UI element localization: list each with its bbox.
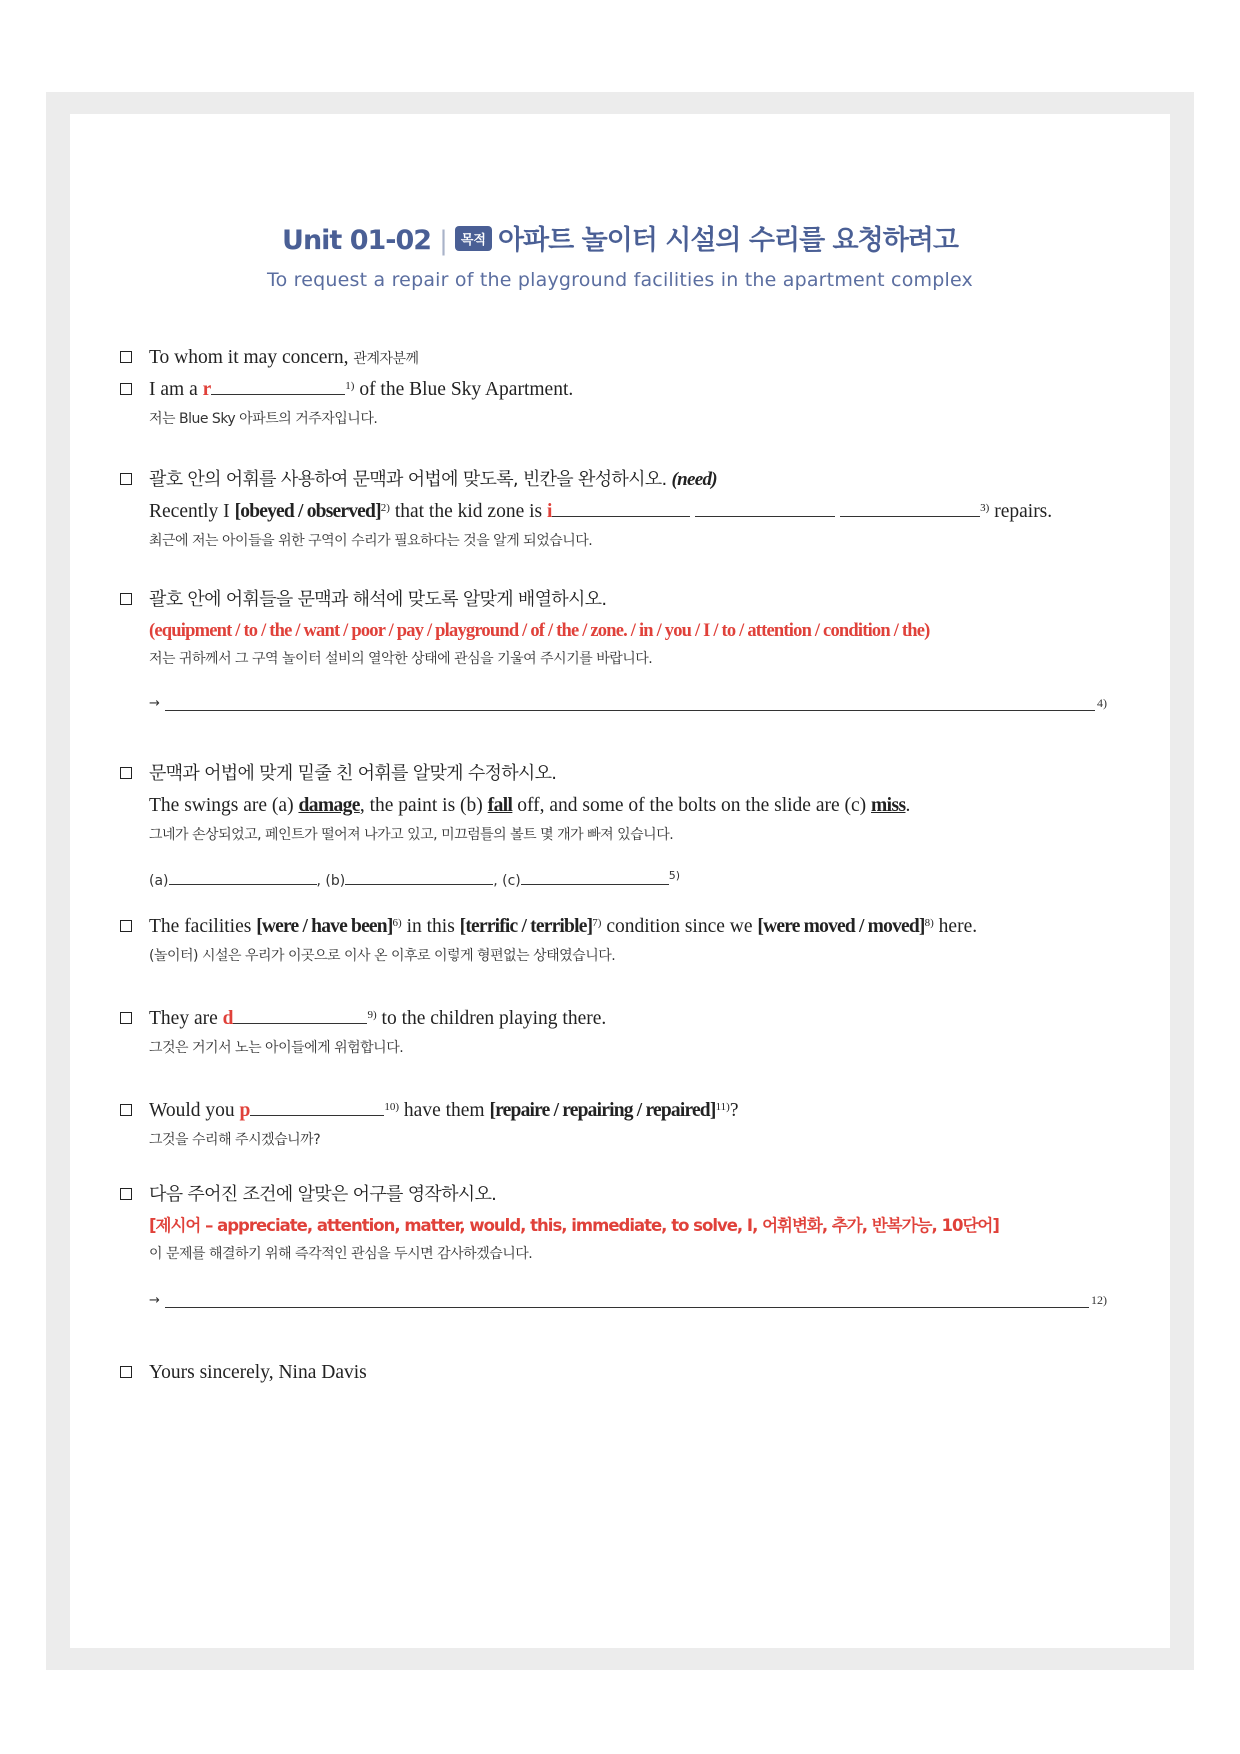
checkbox[interactable]	[120, 1012, 132, 1024]
unit-number: Unit 01-02	[282, 225, 432, 256]
answer-blank-10[interactable]	[250, 1097, 384, 1116]
checkbox[interactable]	[120, 593, 132, 605]
question-list	[120, 342, 1130, 1389]
sentence-text: repairs.	[989, 501, 1053, 522]
sentence-text: Recently I	[149, 501, 235, 522]
answer-blank-3a[interactable]	[552, 498, 690, 517]
blank-number: 11)	[715, 1101, 730, 1113]
blank-number: 9)	[367, 1009, 377, 1021]
checkbox[interactable]	[120, 473, 132, 485]
sentence-text: They are	[149, 1008, 223, 1029]
translation: 그것을 수리해 주시겠습니까?	[149, 1132, 321, 1148]
blank-number: 4)	[1097, 696, 1107, 710]
underlined-word-b: fall	[487, 795, 513, 816]
blank-number: 12)	[1091, 1293, 1107, 1307]
hint-letter: p	[239, 1100, 251, 1121]
checkbox[interactable]	[120, 1366, 132, 1378]
item-question-9	[120, 1179, 1130, 1317]
sentence-text: ?	[729, 1100, 739, 1121]
answer-blank-1[interactable]	[211, 376, 345, 395]
hint-letter: d	[222, 1008, 234, 1029]
checkbox[interactable]	[120, 1104, 132, 1116]
item-closing	[120, 1357, 1130, 1389]
answer-line-12[interactable]	[149, 1293, 1130, 1317]
item-question-5	[120, 758, 1130, 889]
label-b: , (b)	[316, 873, 346, 889]
sentence-text: The facilities	[149, 916, 257, 937]
sentence-text: in this	[401, 916, 460, 937]
sentence-text: I am a	[149, 379, 203, 400]
sentence-text: to the children playing there.	[376, 1008, 607, 1029]
purpose-badge: 목적	[455, 226, 492, 251]
answer-blank-3c[interactable]	[840, 498, 980, 517]
choice-bracket: [terrific / terrible]	[459, 916, 593, 937]
instruction: 괄호 안의 어휘를 사용하여 문맥과 어법에 맞도록, 빈칸을 완성하시오.	[149, 469, 667, 490]
choice-bracket: [obeyed / observed]	[234, 501, 381, 522]
arrow-icon: →	[149, 696, 160, 711]
salutation-ko: 관계자분께	[353, 351, 419, 367]
sentence-text: that the kid zone is	[389, 501, 547, 522]
choice-bracket: [repaire / repairing / repaired]	[489, 1100, 716, 1121]
writing-condition: [제시어 – appreciate, attention, matter, would, this, immediate, to solve, I, 어휘변화, 추가, 반복가능, 10단어]	[149, 1216, 999, 1235]
answer-blank-9[interactable]	[233, 1005, 367, 1024]
sentence-text: of the Blue Sky Apartment.	[354, 379, 574, 400]
salutation-text: To whom it may concern,	[149, 347, 349, 368]
underlined-word-c: miss	[871, 795, 906, 816]
answer-blank-c[interactable]	[521, 870, 669, 885]
sentence-text: Would you	[149, 1100, 240, 1121]
checkbox[interactable]	[120, 351, 132, 363]
checkbox[interactable]	[120, 1188, 132, 1200]
answer-line-4[interactable]	[149, 696, 1130, 720]
underlined-word-a: damage	[298, 795, 360, 816]
instruction: 문맥과 어법에 맞게 밑줄 친 어휘를 알맞게 수정하시오.	[149, 763, 557, 784]
worksheet-paper	[70, 114, 1170, 1648]
answer-blank-b[interactable]	[345, 870, 493, 885]
item-question-4	[120, 584, 1130, 720]
sentence-text: off, and some of the bolts on the slide are (c)	[512, 795, 872, 816]
translation: 저는 귀하께서 그 구역 놀이터 설비의 열악한 상태에 관심을 기울여 주시기를 바랍니다.	[149, 651, 653, 667]
instruction: 다음 주어진 조건에 알맞은 어구를 영작하시오.	[149, 1184, 497, 1205]
choice-bracket: [were moved / moved]	[757, 916, 925, 937]
label-c: , (c)	[493, 873, 521, 889]
sentence-text: , the paint is (b)	[359, 795, 488, 816]
hint-word: (need)	[671, 469, 717, 490]
checkbox[interactable]	[120, 920, 132, 932]
answer-blank-3b[interactable]	[695, 498, 835, 517]
instruction: 괄호 안에 어휘들을 문맥과 해석에 맞도록 알맞게 배열하시오.	[149, 589, 607, 610]
blank-number: 6)	[392, 917, 402, 929]
writing-line[interactable]	[165, 710, 1095, 711]
translation: 이 문제를 해결하기 위해 즉각적인 관심을 두시면 감사하겠습니다.	[149, 1246, 533, 1262]
blank-number: 1)	[345, 380, 355, 392]
blank-number: 5)	[668, 869, 681, 882]
translation: 저는 Blue Sky 아파트의 거주자입니다.	[149, 411, 378, 427]
choice-bracket: [were / have been]	[256, 916, 393, 937]
blank-number: 7)	[592, 917, 602, 929]
checkbox[interactable]	[120, 383, 132, 395]
sentence-text: have them	[399, 1100, 490, 1121]
blank-number: 10)	[384, 1101, 400, 1113]
blank-number: 3)	[980, 502, 990, 514]
scrambled-words: (equipment / to / the / want / poor / pay / playground / of / the / zone. / in / you / I / to / attention / condition / the)	[149, 621, 930, 641]
hint-letter: r	[202, 379, 212, 400]
hint-letter: i	[547, 501, 553, 522]
item-blank-1	[120, 374, 1130, 432]
blank-number: 2)	[380, 502, 390, 514]
translation: (놀이터) 시설은 우리가 이곳으로 이사 온 이후로 이렇게 형편없는 상태였습니다.	[149, 948, 616, 964]
translation: 그것은 거기서 노는 아이들에게 위험합니다.	[149, 1040, 404, 1056]
worksheet-header	[70, 218, 1170, 291]
checkbox[interactable]	[120, 767, 132, 779]
translation: 그네가 손상되었고, 페인트가 떨어져 나가고 있고, 미끄럼틀의 볼트 몇 개가 빠져 있습니다.	[149, 827, 674, 843]
sentence-text: .	[905, 795, 911, 816]
translation: 최근에 저는 아이들을 위한 구역이 수리가 필요하다는 것을 알게 되었습니다.	[149, 533, 593, 549]
title-korean: 아파트 놀이터 시설의 수리를 요청하려고	[497, 225, 958, 256]
closing-text: Yours sincerely, Nina Davis	[149, 1362, 367, 1383]
item-question-7	[120, 1003, 1130, 1061]
unit-title: Unit 01-02 | 목적 아파트 놀이터 시설의 수리를 요청하려고	[282, 225, 958, 256]
item-question-8	[120, 1095, 1130, 1153]
sentence-text: The swings are (a)	[149, 795, 299, 816]
sentence-text: condition since we	[601, 916, 758, 937]
sentence-text: here.	[933, 916, 978, 937]
correction-answers	[149, 870, 1130, 889]
arrow-icon: →	[149, 1293, 160, 1308]
unit-subtitle: To request a repair of the playground facilities in the apartment complex	[267, 269, 973, 291]
writing-line[interactable]	[165, 1307, 1089, 1308]
label-a: (a)	[149, 873, 169, 889]
item-salutation	[120, 342, 1130, 374]
item-question-3	[120, 464, 1130, 554]
item-question-6	[120, 911, 1130, 969]
answer-blank-a[interactable]	[169, 870, 317, 885]
blank-number: 8)	[924, 917, 934, 929]
